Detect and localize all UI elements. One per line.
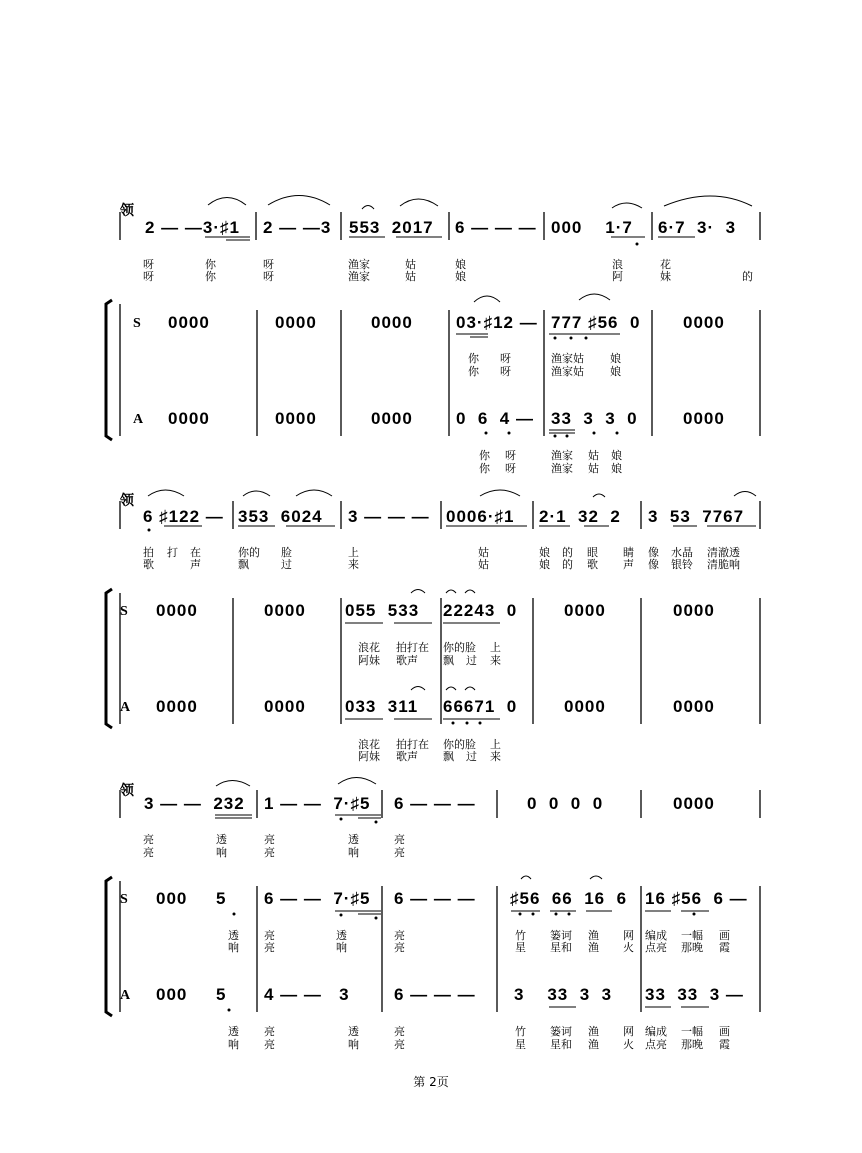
lyric: 呀 <box>505 449 516 462</box>
lyric: 上 <box>490 738 501 751</box>
soprano-measure: 0000 <box>275 313 317 332</box>
lyric: 竹 <box>515 1025 526 1038</box>
lead-measure: 2·1 32 2 <box>539 507 621 526</box>
lyric: 拍打在 <box>396 738 429 751</box>
lyric: 编成 <box>645 1025 667 1038</box>
lyric: 过 <box>466 654 477 667</box>
lyric: 水晶 <box>671 546 693 559</box>
lyric: 编成 <box>645 929 667 942</box>
lyric: 响 <box>348 846 359 859</box>
alto-measure: 0000 <box>564 697 606 716</box>
lyric: 点亮 <box>645 1038 667 1051</box>
lyric: 渔 <box>588 1025 599 1038</box>
alto-measure: 66671 0 <box>443 697 518 716</box>
lead-measure: 6·7 3· 3 <box>658 218 737 237</box>
lead-measure: 1 — — 7·♯5 <box>264 794 371 813</box>
lyric: 亮 <box>394 941 405 954</box>
lead-measure: 3 53 7767 <box>648 507 745 526</box>
lead-measure: 0006·♯1 <box>446 507 515 526</box>
lyric: 呀 <box>143 270 154 283</box>
soprano-label: S <box>120 604 128 619</box>
soprano-measure: 16 ♯56 6 — <box>645 889 748 908</box>
lead-measure: 6 — — — <box>455 218 537 237</box>
lyric: 呀 <box>500 365 511 378</box>
lyric: 透 <box>216 833 227 846</box>
lyric: 亮 <box>394 833 405 846</box>
lead-measure: 353 6024 <box>238 507 323 526</box>
lyric: 拍打在 <box>396 641 429 654</box>
lyric: 透 <box>336 929 347 942</box>
lyric: 画 <box>719 929 730 942</box>
lyric: 声 <box>190 558 201 571</box>
soprano-measure: 0000 <box>264 601 306 620</box>
lyric: 歌 <box>143 558 154 571</box>
lyric: 睛 <box>623 546 634 559</box>
lyric: 姑 <box>588 462 599 475</box>
lyric: 的 <box>562 546 573 559</box>
lyric: 声 <box>623 558 634 571</box>
lyric: 姑 <box>588 449 599 462</box>
soprano-label: S <box>133 316 141 331</box>
lyric: 星和 <box>550 1038 572 1051</box>
soprano-measure: 0000 <box>156 601 198 620</box>
lyric: 呀 <box>143 258 154 271</box>
alto-measure: 33 3 3 0 <box>551 409 638 428</box>
lyric: 过 <box>281 558 292 571</box>
lyric: 阿妹 <box>358 654 380 667</box>
lyric: 妹 <box>660 270 671 283</box>
lead-measure: 3 — — 232 <box>144 794 245 813</box>
lyric: 姑 <box>405 258 416 271</box>
alto-measure: 33 33 3 — <box>645 985 744 1004</box>
lyric: 拍 <box>143 546 154 559</box>
alto-measure: 0000 <box>168 409 210 428</box>
lyric: 歌声 <box>396 654 418 667</box>
lyric: 你 <box>479 462 490 475</box>
lead-measure: 2 — —3 <box>263 218 332 237</box>
lyric: 来 <box>490 654 501 667</box>
lyric: 透 <box>348 833 359 846</box>
lyric: 火 <box>623 1038 634 1051</box>
lyric: 火 <box>623 941 634 954</box>
alto-measure: 0000 <box>264 697 306 716</box>
alto-measure: 000 5 <box>156 985 227 1004</box>
lyric: 姑 <box>405 270 416 283</box>
soprano-measure: 777 ♯56 0 <box>551 313 641 332</box>
lyric: 呀 <box>505 462 516 475</box>
lyric: 星 <box>515 941 526 954</box>
lyric: 网 <box>623 929 634 942</box>
lyric: 渔 <box>588 941 599 954</box>
soprano-measure: 22243 0 <box>443 601 518 620</box>
alto-measure: 4 — — 3 <box>264 985 350 1004</box>
lyric: 你 <box>205 270 216 283</box>
alto-label: A <box>120 700 131 715</box>
lyric: 渔家 <box>348 270 370 283</box>
lyric: 那晚 <box>681 1038 703 1051</box>
lyric: 的 <box>562 558 573 571</box>
lyric: 歌声 <box>396 750 418 763</box>
lyric: 像 <box>648 546 659 559</box>
lyric: 娘 <box>539 558 550 571</box>
lyric: 透 <box>348 1025 359 1038</box>
soprano-measure: 03·♯12 — <box>456 313 538 332</box>
soprano-measure: 6 — — 7·♯5 <box>264 889 371 908</box>
soprano-measure: 6 — — — <box>394 889 476 908</box>
alto-measure: 6 — — — <box>394 985 476 1004</box>
alto-label: A <box>120 988 131 1003</box>
lyric: 呀 <box>263 270 274 283</box>
lead-measure: 0000 <box>673 794 715 813</box>
lead-measure: 6 ♯122 — <box>143 507 224 526</box>
alto-measure: 033 311 <box>345 697 419 716</box>
lyric: 亮 <box>264 1038 275 1051</box>
lyric: 画 <box>719 1025 730 1038</box>
lyric: 亮 <box>264 941 275 954</box>
lyric: 娘 <box>611 449 622 462</box>
lyric: 像 <box>648 558 659 571</box>
lyric: 竹 <box>515 929 526 942</box>
lyric: 星和 <box>550 941 572 954</box>
lyric: 眼 <box>587 546 598 559</box>
lyric: 歌 <box>587 558 598 571</box>
alto-label: A <box>133 412 144 427</box>
lyric: 亮 <box>394 1038 405 1051</box>
lyric: 一幅 <box>681 1025 703 1038</box>
lyric: 亮 <box>264 929 275 942</box>
lyric: 娘 <box>610 352 621 365</box>
lyric: 清澈透 <box>707 546 740 559</box>
lyric: 你 <box>468 352 479 365</box>
lead-measure: 553 2017 <box>349 218 434 237</box>
lyric: 的 <box>742 270 753 283</box>
alto-measure: 0000 <box>673 697 715 716</box>
lyric: 渔家 <box>551 449 573 462</box>
lyric: 清脆响 <box>707 558 740 571</box>
lyric: 娘 <box>539 546 550 559</box>
lyric: 亮 <box>394 929 405 942</box>
lyric: 网 <box>623 1025 634 1038</box>
lead-label: 领 <box>120 494 134 509</box>
lyric: 过 <box>466 750 477 763</box>
soprano-measure: 0000 <box>168 313 210 332</box>
lyric: 渔 <box>588 1038 599 1051</box>
lyric: 响 <box>336 941 347 954</box>
lyric: 亮 <box>264 846 275 859</box>
lyric: 渔家姑 <box>551 352 584 365</box>
lyric: 飘 <box>443 750 454 763</box>
alto-measure: 0000 <box>371 409 413 428</box>
lyric: 花 <box>660 258 671 271</box>
lyric: 透 <box>228 1025 239 1038</box>
lyric: 你 <box>468 365 479 378</box>
soprano-measure: 0000 <box>683 313 725 332</box>
lyric: 来 <box>490 750 501 763</box>
lyric: 霞 <box>719 1038 730 1051</box>
lyric: 飘 <box>238 558 249 571</box>
lyric: 亮 <box>264 1025 275 1038</box>
lyric: 阿 <box>612 270 623 283</box>
lyric: 那晚 <box>681 941 703 954</box>
lyric: 亮 <box>394 1025 405 1038</box>
lyric: 上 <box>348 546 359 559</box>
lead-label: 领 <box>120 204 134 219</box>
soprano-measure: 000 5 <box>156 889 227 908</box>
lyric: 呀 <box>500 352 511 365</box>
lyric: 浪花 <box>358 641 380 654</box>
lyric: 渔家姑 <box>551 365 584 378</box>
lyric: 呀 <box>263 258 274 271</box>
lyric: 飘 <box>443 654 454 667</box>
lyric: 亮 <box>143 833 154 846</box>
lyric: 篓诃 <box>550 1025 572 1038</box>
lead-measure: 2 — —3·♯1 <box>145 218 240 237</box>
soprano-measure: 0000 <box>371 313 413 332</box>
soprano-measure: 055 533 <box>345 601 420 620</box>
lyric: 星 <box>515 1038 526 1051</box>
lyric: 响 <box>348 1038 359 1051</box>
lyric: 娘 <box>610 365 621 378</box>
lyric: 你 <box>479 449 490 462</box>
lyric: 霞 <box>719 941 730 954</box>
lyric: 阿妹 <box>358 750 380 763</box>
lead-measure: 3 — — — <box>348 507 430 526</box>
lyric: 亮 <box>264 833 275 846</box>
soprano-measure: 0000 <box>564 601 606 620</box>
page-number: 第 2页 <box>413 1075 449 1089</box>
lyric: 你的脸 <box>443 641 476 654</box>
lyric: 渔 <box>588 929 599 942</box>
lyric: 渔家 <box>348 258 370 271</box>
lyric: 亮 <box>394 846 405 859</box>
lyric: 银铃 <box>671 558 693 571</box>
lyric: 娘 <box>455 270 466 283</box>
lyric: 亮 <box>143 846 154 859</box>
lyric: 你的 <box>238 546 260 559</box>
alto-measure: 0000 <box>156 697 198 716</box>
lead-measure: 000 1·7 <box>551 218 633 237</box>
lyric: 响 <box>228 941 239 954</box>
lyric: 打 <box>167 546 178 559</box>
lyric: 透 <box>228 929 239 942</box>
soprano-measure: ♯56 66 16 6 <box>510 889 628 908</box>
lead-measure: 0 0 0 0 <box>527 794 604 813</box>
lyric: 姑 <box>478 546 489 559</box>
lyric: 篓诃 <box>550 929 572 942</box>
lyric: 在 <box>190 546 201 559</box>
lead-measure: 6 — — — <box>394 794 476 813</box>
lyric: 娘 <box>611 462 622 475</box>
soprano-measure: 0000 <box>673 601 715 620</box>
lyric: 浪花 <box>358 738 380 751</box>
alto-measure: 0000 <box>683 409 725 428</box>
alto-measure: 3 33 3 3 <box>514 985 613 1004</box>
lyric: 渔家 <box>551 462 573 475</box>
lyric: 来 <box>348 558 359 571</box>
alto-measure: 0 6 4 — <box>456 409 534 428</box>
lyric: 你 <box>205 258 216 271</box>
lyric: 点亮 <box>645 941 667 954</box>
alto-measure: 0000 <box>275 409 317 428</box>
lyric: 脸 <box>281 546 292 559</box>
lead-label: 领 <box>120 784 134 799</box>
soprano-label: S <box>120 892 128 907</box>
lyric: 浪 <box>612 258 623 271</box>
lyric: 娘 <box>455 258 466 271</box>
lyric: 上 <box>490 641 501 654</box>
lyric: 姑 <box>478 558 489 571</box>
lyric: 一幅 <box>681 929 703 942</box>
lyric: 响 <box>228 1038 239 1051</box>
lyric: 你的脸 <box>443 738 476 751</box>
lyric: 响 <box>216 846 227 859</box>
